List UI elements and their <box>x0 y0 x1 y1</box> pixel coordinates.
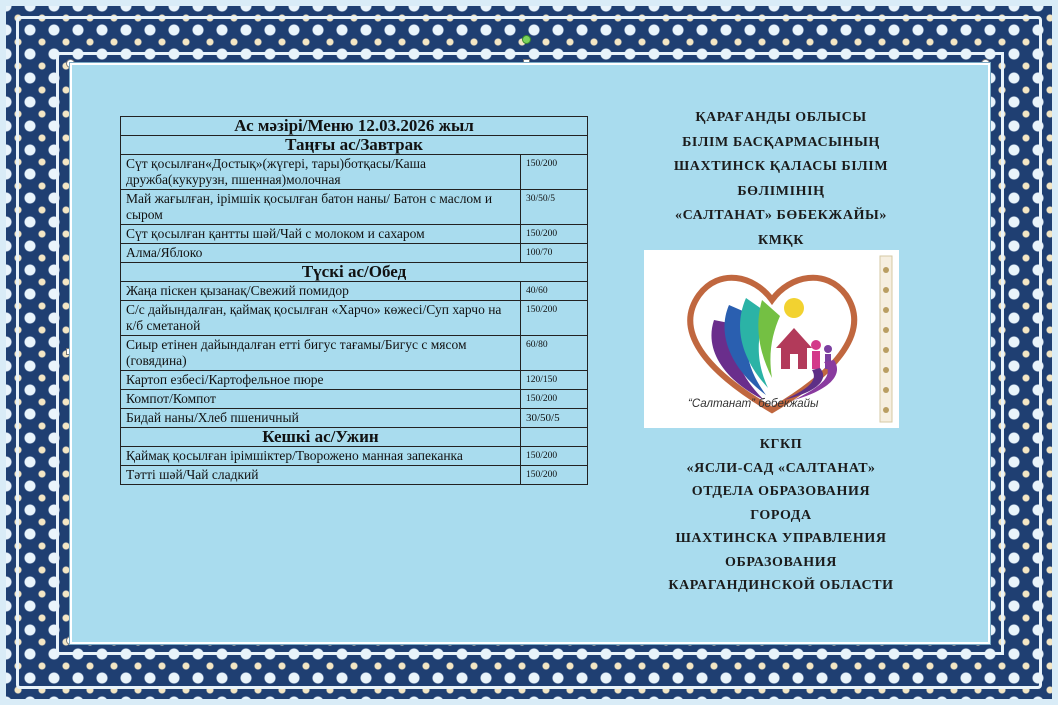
dish-name: Май жағылған, ірімшік қосылған батон наны/ Батон с маслом и сыром <box>121 190 521 225</box>
section-lunch: Түскі ас/Обед <box>121 263 588 282</box>
table-row <box>121 447 588 466</box>
table-row <box>121 371 588 390</box>
dish-portion: 60/80 <box>521 336 588 371</box>
kindergarten-logo <box>644 250 899 428</box>
org-ru-line: ГОРОДА <box>750 507 812 523</box>
org-kz-line: КМҚК <box>757 232 805 248</box>
org-kz-line: «САЛТАНАТ» БӨБЕКЖАЙЫ» <box>674 208 888 223</box>
dish-portion: 30/50/5 <box>521 190 588 225</box>
table-row <box>121 282 588 301</box>
dish-name: Тәтті шәй/Чай сладкий <box>121 466 521 485</box>
dish-portion: 150/200 <box>521 447 588 466</box>
org-ru-line: ОТДЕЛА ОБРАЗОВАНИЯ <box>691 484 871 499</box>
table-row <box>121 336 588 371</box>
org-ru-line: «ЯСЛИ-САД «САЛТАНАТ» <box>686 460 876 476</box>
dish-portion: 150/200 <box>521 390 588 409</box>
dish-portion: 120/150 <box>521 371 588 390</box>
table-row <box>121 155 588 190</box>
org-kz-line: БІЛІМ БАСҚАРМАСЫНЫҢ <box>682 134 880 150</box>
dish-name: Бидай наны/Хлеб пшеничный <box>121 409 521 428</box>
dish-name: Жаңа піскен қызанақ/Свежий помидор <box>121 282 521 301</box>
dish-portion: 150/200 <box>521 301 588 336</box>
table-row <box>121 244 588 263</box>
table-row <box>121 466 588 485</box>
table-row <box>121 225 588 244</box>
menu-table <box>120 116 588 485</box>
dish-portion: 30/50/5 <box>521 409 588 428</box>
section-breakfast: Таңғы ас/Завтрак <box>121 136 588 155</box>
resize-handle[interactable] <box>522 35 531 44</box>
dish-portion: 150/200 <box>521 466 588 485</box>
dish-name: Қаймақ қосылған ірімшіктер/Творожено манная запеканка <box>121 447 521 466</box>
dish-name: С/с дайындалған, қаймақ қосылған «Харчо» көжесі/Суп харчо на к/б сметаной <box>121 301 521 336</box>
dish-name: Сүт қосылған қантты шәй/Чай с молоком и сахаром <box>121 225 521 244</box>
dish-name: Сүт қосылған«Достық»(жүгері, тары)ботқасы/Каша дружба(кукурузн, пшенная)молочная <box>121 155 521 190</box>
table-row <box>121 190 588 225</box>
org-ru-line: ШАХТИНСКА УПРАВЛЕНИЯ <box>675 531 887 546</box>
dish-name: Картоп езбесі/Картофельное пюре <box>121 371 521 390</box>
org-name-russian <box>617 433 945 598</box>
dish-portion: 40/60 <box>521 282 588 301</box>
dish-name: Сиыр етінен дайындалған етті бигус тағамы/Бигус с мясом (говядина) <box>121 336 521 371</box>
dish-name: Алма/Яблоко <box>121 244 521 263</box>
org-kz-line: ШАХТИНСК ҚАЛАСЫ БІЛІМ <box>673 159 889 174</box>
dish-name: Компот/Компот <box>121 390 521 409</box>
logo-caption: “Салтанат” бөбекжайы <box>688 398 819 410</box>
dish-portion: 150/200 <box>521 225 588 244</box>
table-row <box>121 390 588 409</box>
org-kz-line: БӨЛІМІНІҢ <box>737 183 825 199</box>
empty-cell <box>521 428 588 447</box>
org-name-kazakh <box>617 106 945 253</box>
org-ru-line: ОБРАЗОВАНИЯ <box>724 554 837 570</box>
org-kz-line: ҚАРАҒАНДЫ ОБЛЫСЫ <box>695 110 867 125</box>
section-dinner: Кешкі ас/Ужин <box>121 428 521 447</box>
content-panel <box>70 63 990 644</box>
table-row <box>121 301 588 336</box>
org-ru-line: КАРАГАНДИНСКОЙ ОБЛАСТИ <box>668 578 894 593</box>
dish-portion: 100/70 <box>521 244 588 263</box>
menu-title: Ас мәзірі/Меню 12.03.2026 жыл <box>121 117 588 136</box>
dish-portion: 150/200 <box>521 155 588 190</box>
org-ru-line: КГКП <box>759 437 803 452</box>
table-row <box>121 409 588 428</box>
